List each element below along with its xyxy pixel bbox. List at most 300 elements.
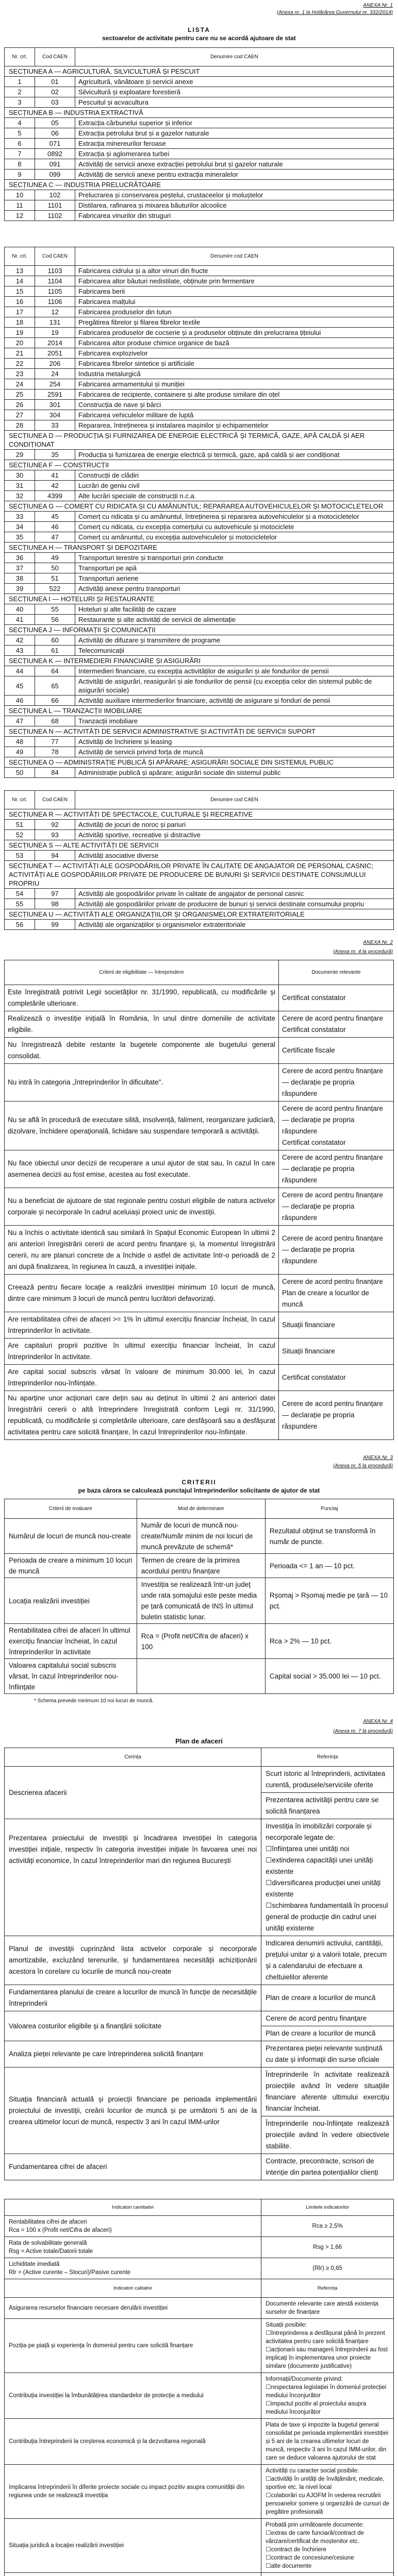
row-number: 55 — [5, 899, 35, 909]
criterion-text: Are rentabilitatea cifrei de afaceri >= 1% în ultimul exercițiu financiar încheiat, în cazul întreprinderilor în activitate. — [5, 1312, 279, 1338]
section-row — [5, 809, 394, 820]
caen-code: 2591 — [35, 389, 75, 400]
checkbox-item: ☐ diversificarea producției unei unități existente — [266, 1877, 389, 1900]
caen-code: 55 — [35, 604, 75, 615]
caen-code: 65 — [35, 676, 75, 696]
caen-name: Restaurante și alte activități de servicii de alimentație — [75, 615, 394, 625]
table-row — [5, 348, 394, 359]
caen-code: 071 — [35, 139, 75, 149]
row-number: 5 — [5, 128, 35, 139]
table-row — [5, 450, 394, 460]
reference-intro: Activități cu caracter social posibile: — [266, 2467, 389, 2475]
table-row — [5, 573, 394, 584]
reference-cell — [261, 1985, 394, 2011]
caen-code: 46 — [35, 522, 75, 532]
row-number: 53 — [5, 851, 35, 861]
row-number: 10 — [5, 190, 35, 200]
caen-table-3 — [4, 790, 394, 930]
reference-text: Prezentarea pieței relevante susținută cu date și informații din surse oficiale — [266, 2043, 389, 2065]
row-number: 16 — [5, 297, 35, 307]
table-row — [5, 87, 394, 97]
qual-indicator-name: Contribuția investiției la îmbunătățirea standardelor de protecție a mediului — [5, 2373, 261, 2419]
annex4-header — [4, 1718, 394, 1735]
table-row — [5, 2216, 394, 2237]
reference-intro: Informații/Documente privind: — [266, 2375, 389, 2383]
caen-name: Activități de servicii anexe pentru extracția mineralelor — [75, 170, 394, 180]
checkbox-item: ☐ schimbarea fundamentală în procesul general de producție din cadrul unei unități existente — [266, 1900, 389, 1934]
caen-code: 98 — [35, 899, 75, 909]
reference-intro: Probată prin următoarele documente: — [266, 2521, 389, 2529]
caen-code: 97 — [35, 889, 75, 899]
caen-name: Fabricarea produselor din tutun — [75, 307, 394, 317]
caen-code: 99 — [35, 920, 75, 930]
row-number: 40 — [5, 604, 35, 615]
criterion-text: Nu se află în procedură de executare silită, insolvență, faliment, reorganizare judiciară, dizolvare, închidere operațională, lichidare sau suspendare temporară a activității. — [5, 1101, 279, 1150]
table-row — [5, 2573, 394, 2576]
caen-code: 64 — [35, 666, 75, 676]
header-qual-reference: Referința — [261, 2279, 394, 2298]
table-row — [5, 666, 394, 676]
criterion-text: Are capitaluri proprii pozitive în ultimul exercițiu financiar încheiat, în cazul întreprinderilor în activitate. — [5, 1338, 279, 1365]
business-plan-table — [4, 1748, 394, 2180]
table-row — [5, 920, 394, 930]
documents-cell — [279, 1150, 394, 1188]
requirement-text: Prezentarea proiectului de investiții și încadrarea investiției în categoria investiției inițiale, respectiv în categoria investiției inițiale în favoarea unei noi activități economice, în cazul întreprinderilor mari din regiunea București — [5, 1819, 261, 1936]
annex2-ref: (Anexa nr. 4 la procedură) — [333, 949, 393, 955]
caen-name: Fabricarea fibrelor sintetice și artificiale — [75, 359, 394, 369]
header-qual-indicators: Indicatori calitativi — [5, 2279, 261, 2298]
table-row — [5, 1519, 394, 1554]
table-row — [5, 768, 394, 778]
checkbox-item: ☐ colaborări cu AJOFM în vederea recrutării persoanelor șomere și organizării de cursuri de pregătire profesională — [266, 2492, 389, 2516]
criterion-text: Nu aparține unor acționari care dețin sau au deținut în ultimii 2 ani anteriori datei înregistrării cererii o altă întreprindere înregistrată conform Legii nr. 31/1990, republicată, cu modificările și completările ulterioare, care desfășoară sau a desfășurat activitatea pentru care solicită finanțare, în cazul întreprinderilor nou-înființate. — [5, 1391, 279, 1440]
section-title: SECȚIUNEA N — ACTIVITĂȚI DE SERVICII ADMINISTRATIVE ȘI ACTIVITĂȚI DE SERVICII SUPORT — [5, 726, 394, 737]
indicator-cell — [5, 2237, 261, 2258]
section-row — [5, 706, 394, 716]
row-number: 33 — [5, 512, 35, 522]
qual-indicator-name — [5, 2573, 261, 2576]
caen-name: Fabricarea vehiculelor militare de luptă — [75, 410, 394, 420]
caen-code: 1102 — [35, 211, 75, 221]
row-number: 2 — [5, 87, 35, 97]
section-row — [5, 656, 394, 666]
table-row — [5, 2519, 394, 2573]
table-row — [5, 635, 394, 646]
table-row — [5, 584, 394, 594]
table-row — [5, 77, 394, 87]
section-title: SECȚIUNEA O — ADMINISTRAȚIE PUBLICĂ ȘI APĂRARE; ASIGURĂRI SOCIALE DIN SISTEMUL PUBLIC — [5, 757, 394, 768]
requirement-text: Situația financiară actuală și proiecții financiare pe perioada implementării proiectului de investiții, creării locurilor de muncă și pe următorii 5 ani de la crearea ultimelor locuri de muncă, respectiv 3 ani în cazul IMM-urilor — [5, 2067, 261, 2154]
row-number: 25 — [5, 389, 35, 400]
caen-code: 1106 — [35, 297, 75, 307]
row-number: 7 — [5, 149, 35, 159]
determination-method: Investiția se realizează într-un județ unde rata șomajului este peste media pe țară comunicată de INS în ultimul buletin statistic lunar. — [137, 1578, 265, 1624]
table-row — [5, 1150, 394, 1188]
caen-code: 1104 — [35, 276, 75, 286]
caen-name: Activități de difuzare și transmitere de programe — [75, 635, 394, 646]
table-row — [5, 1985, 394, 2011]
section-row — [5, 543, 394, 553]
table-row — [5, 2154, 394, 2180]
caen-name: Activități asociative diverse — [75, 851, 394, 861]
header-den: Denumire cod CAEN — [75, 247, 394, 266]
table-row — [5, 1064, 394, 1101]
section-title: SECȚIUNEA B — INDUSTRIA EXTRACTIVĂ — [5, 108, 394, 118]
qual-reference-cell — [261, 2519, 394, 2573]
table-row — [5, 1011, 394, 1038]
eval-criterion: Numărul de locuri de muncă nou-create — [5, 1519, 137, 1554]
row-number: 1 — [5, 77, 35, 87]
caen-name: Producția și furnizarea de energie electrică și termică, gaze, apă caldă și aer condiționat — [75, 450, 394, 460]
caen-name: Extracția cărbunelui superior și inferior — [75, 118, 394, 128]
criterion-text: Creează pentru fiecare locație a realizării investiției minimum 10 locuri de muncă, dintre care minimum 3 locuri de muncă pentru lucrători defavorizați. — [5, 1275, 279, 1312]
caen-code: 05 — [35, 118, 75, 128]
document-item: Certificat constatator — [282, 992, 390, 1004]
table-row — [5, 522, 394, 532]
indicator-limit: Rca ≥ 2,5% — [261, 2216, 394, 2237]
table-row — [5, 1391, 394, 1440]
annex1-label: ANEXA Nr. 1 — [363, 3, 393, 8]
caen-code: 19 — [35, 328, 75, 338]
qual-reference-cell — [261, 2298, 394, 2319]
caen-name: Repararea, întreținerea și instalarea mașinilor și echipamentelor — [75, 420, 394, 431]
caen-code: 77 — [35, 737, 75, 747]
reference-intro — [266, 2575, 389, 2576]
checkbox-item: ☐ respectarea legislației în domeniul protecției mediului înconjurător — [266, 2383, 389, 2400]
section-row — [5, 594, 394, 604]
reference-text: Contracte, precontracte, scrisori de intenție din partea potențialilor clienți — [266, 2156, 389, 2178]
caen-name: Construcția de nave și bărci — [75, 400, 394, 410]
annex3-header — [4, 1454, 394, 1470]
row-number: 37 — [5, 563, 35, 573]
table-row — [5, 1275, 394, 1312]
caen-code: 56 — [35, 615, 75, 625]
caen-name: Comerț cu ridicata și cu amănuntul, întreținerea și repararea autovehiculelor și a motocicletelor — [75, 512, 394, 522]
requirement-text: Planul de investiții cuprinzând lista activelor corporale și necorporale amortizabile, excluzând terenurile, și fundamentarea necesității achiziționării acestora în corelare cu locurile de muncă nou-create — [5, 1936, 261, 1985]
table-row — [5, 1819, 394, 1936]
qual-indicator-name: Asigurarea resurselor financiare necesare derulării investiției — [5, 2298, 261, 2319]
documents-cell — [279, 1365, 394, 1391]
caen-name: Silvicultură și exploatare forestieră — [75, 87, 394, 97]
row-number: 46 — [5, 696, 35, 706]
header-score: Punctaj — [265, 1499, 393, 1519]
table-row — [5, 2237, 394, 2258]
reference-cell — [261, 2041, 394, 2067]
row-number: 39 — [5, 584, 35, 594]
reference-text: Întreprinderile nou-înființate realizează proiecțiile având în vedere obiectivele stabilite. — [261, 2116, 394, 2154]
caen-code: 61 — [35, 646, 75, 656]
caen-code: 2051 — [35, 348, 75, 359]
row-number: 36 — [5, 553, 35, 563]
header-den: Denumire cod CAEN — [75, 791, 394, 809]
caen-name: Telecomunicații — [75, 646, 394, 656]
caen-name: Extracția minereurilor feroase — [75, 139, 394, 149]
score-rule: Perioada <= 1 an — 10 pct. — [265, 1554, 393, 1578]
section-row — [5, 501, 394, 512]
qual-reference-cell — [261, 2465, 394, 2519]
eval-criterion: Perioada de creare a minimum 10 locuri de muncă — [5, 1554, 137, 1578]
documents-cell — [279, 985, 394, 1011]
score-rule: Rșomaj > Rșomaj medie pe țară — 10 pct. — [265, 1578, 393, 1624]
document-item: Cerere de acord pentru finanțare — declarație pe propria răspundere — [282, 1103, 390, 1137]
caen-code: 1105 — [35, 286, 75, 297]
caen-code: 102 — [35, 190, 75, 200]
caen-code: 60 — [35, 635, 75, 646]
eligibility-table — [4, 960, 394, 1440]
caen-name: Fabricarea malțului — [75, 297, 394, 307]
row-number: 56 — [5, 920, 35, 930]
row-number: 45 — [5, 676, 35, 696]
caen-code: 304 — [35, 410, 75, 420]
table-row — [5, 1188, 394, 1226]
caen-code: 1101 — [35, 200, 75, 211]
qual-reference-cell — [261, 2373, 394, 2419]
table-row — [5, 553, 394, 563]
table-row — [5, 889, 394, 899]
row-number: 21 — [5, 348, 35, 359]
table-row — [5, 317, 394, 328]
annex1-title: LISTA — [4, 26, 394, 34]
reference-intro: Situații posibile: — [266, 2321, 389, 2329]
caen-name: Transporturi terestre și transporturi prin conducte — [75, 553, 394, 563]
reference-text: Cerere de acord pentru finanțare — [261, 2011, 394, 2026]
checkbox-item: ☐ contract de închiriere — [266, 2546, 389, 2554]
header-nr: Nr. crt. — [5, 48, 35, 66]
eval-criterion: Rentabilitatea cifrei de afaceri în ultimul exercițiu financiar încheiat, în cazul întreprinderilor în activitate — [5, 1624, 137, 1659]
documents-cell — [279, 1226, 394, 1275]
caen-name: Fabricarea cidrului și a altor vinuri din fructe — [75, 266, 394, 276]
reference-intro: Investiția în imobilizări corporale și necorporale legate de: — [266, 1821, 389, 1843]
caen-name: Activități de servicii anexe extracției petrolului brut și gazelor naturale — [75, 159, 394, 170]
table-row — [5, 379, 394, 389]
indicator-name: Rentabilitatea cifrei de afaceri — [9, 2218, 257, 2226]
qual-indicator-name: Implicarea întreprinderii în diferite proiecte sociale cu impact pozitiv asupra comunității din regiunea unde se realizează investiția — [5, 2465, 261, 2519]
criterion-text: Nu a închis o activitate identică sau similară în Spațiul Economic European în ultimii 2 ani anteriori înregistrării cererii de acord pentru finanțare și, la momentul înregistrării cererii, nu are planuri concrete de a închide o astfel de activitate într-o perioadă de 2 ani după finalizarea, în regiunea în cauză, a investiției inițiale. — [5, 1226, 279, 1275]
document-item: Cerere de acord pentru finanțare — [282, 1013, 390, 1024]
caen-code: 92 — [35, 820, 75, 830]
document-item: Certificate fiscale — [282, 1045, 390, 1056]
header-cod: Cod CAEN — [35, 791, 75, 809]
header-den: Denumire cod CAEN — [75, 48, 394, 66]
document-item: Situații financiare — [282, 1346, 390, 1357]
document-item: Cerere de acord pentru finanțare — declarație pe propria răspundere — [282, 1398, 390, 1432]
row-number: 35 — [5, 532, 35, 543]
table-row — [5, 97, 394, 108]
determination-method: Termen de creare de la primirea acordului pentru finanțare — [137, 1554, 265, 1578]
table-row — [5, 1659, 394, 1694]
caen-name: Activități de asigurări, reasigurări și ale fondurilor de pensii (cu excepția celor din sistemul public de asigurări sociale) — [75, 676, 394, 696]
table-row — [5, 400, 394, 410]
table-row — [5, 297, 394, 307]
row-number: 11 — [5, 200, 35, 211]
caen-name: Transporturi aeriene — [75, 573, 394, 584]
reference-cell — [261, 1936, 394, 1985]
caen-name: Distilarea, rafinarea și mixarea băuturilor alcoolice — [75, 200, 394, 211]
requirement-text: Descrierea afacerii — [5, 1767, 261, 1819]
row-number: 12 — [5, 211, 35, 221]
caen-name: Comerț cu ridicata, cu excepția comerțului cu autovehicule și motociclete — [75, 522, 394, 532]
table-row — [5, 1624, 394, 1659]
table-row — [5, 2258, 394, 2279]
section-row — [5, 108, 394, 118]
header-reference: Referința — [261, 1748, 394, 1767]
table-row — [5, 615, 394, 625]
criterion-text: Este înregistrată potrivit Legii societăților nr. 31/1990, republicată, cu modificările și completările ulterioare. — [5, 985, 279, 1011]
table-row — [5, 851, 394, 861]
document-item: Certificat constatator — [282, 1137, 390, 1148]
table-row — [5, 2067, 394, 2116]
row-number: 43 — [5, 646, 35, 656]
section-title: SECȚIUNEA I — HOTELURI ȘI RESTAURANTE — [5, 594, 394, 604]
table-row — [5, 747, 394, 757]
reference-text: Indicarea denumirii activului, cantității, prețului unitar și a valorii totale, precum și a calendarului de efectuare a cheltuielilor aferente — [266, 1938, 389, 1983]
indicator-limit: Rsg > 1,66 — [261, 2237, 394, 2258]
table-row — [5, 830, 394, 840]
qual-indicator-name: Situația juridică a locației realizării investiției — [5, 2519, 261, 2573]
row-number: 32 — [5, 491, 35, 501]
caen-name: Pescuitul și acvacultura — [75, 97, 394, 108]
table-row — [5, 2011, 394, 2026]
quant-header — [5, 2199, 394, 2216]
caen-name: Fabricarea vinurilor din struguri — [75, 211, 394, 221]
annex1-header — [4, 0, 394, 16]
row-number: 9 — [5, 170, 35, 180]
scoring-header — [5, 1499, 394, 1519]
caen-name: Fabricarea altor băuturi nedistilate, obținute prin fermentare — [75, 276, 394, 286]
table-row — [5, 820, 394, 830]
table-row — [5, 2298, 394, 2319]
caen-name: Alte lucrări speciale de construcții n.c.a. — [75, 491, 394, 501]
determination-method: Rca = (Profit net/Cifra de afaceri) x 100 — [137, 1624, 265, 1659]
document-item: Cerere de acord pentru finanțare — declarație pe propria răspundere — [282, 1233, 390, 1267]
requirement-text: Fundamentarea cifrei de afaceri — [5, 2154, 261, 2180]
table-row — [5, 139, 394, 149]
row-number: 47 — [5, 716, 35, 726]
caen-code: 254 — [35, 379, 75, 389]
table-row — [5, 420, 394, 431]
section-title: SECȚIUNEA D — PRODUCȚIA ȘI FURNIZAREA DE ENERGIE ELECTRICĂ ȘI TERMICĂ, GAZE, APĂ CALDĂ ȘI AER CONDIȚIONAT — [5, 431, 394, 450]
section-row — [5, 625, 394, 635]
caen-name: Extracția și aglomerarea turbei — [75, 149, 394, 159]
section-row — [5, 726, 394, 737]
scoring-table — [4, 1499, 394, 1694]
caen-name: Activități ale gospodăriilor private de producere de bunuri și servicii destinate consumului propriu — [75, 899, 394, 909]
table-row — [5, 2319, 394, 2373]
caen-name: Activități auxiliare intermedierilor financiare, activități de asigurare și fonduri de pensii — [75, 696, 394, 706]
row-number: 28 — [5, 420, 35, 431]
caen-code: 131 — [35, 317, 75, 328]
caen-code: 41 — [35, 470, 75, 481]
section-title: SECȚIUNEA F — CONSTRUCȚII — [5, 460, 394, 470]
caen-code: 93 — [35, 830, 75, 840]
caen-table-header — [5, 247, 394, 266]
score-rule: Rezultatul obținut se transformă în număr de puncte. — [265, 1519, 393, 1554]
reference-cell — [261, 1819, 394, 1936]
caen-code: 24 — [35, 369, 75, 379]
document-item: Certificat constatator — [282, 1372, 390, 1383]
indicator-cell — [5, 2216, 261, 2237]
document-item: Plan de creare a locurilor de muncă — [282, 1287, 390, 1310]
table-row — [5, 646, 394, 656]
caen-table-header — [5, 791, 394, 809]
section-title: SECȚIUNEA C — INDUSTRIA PRELUCRĂTOARE — [5, 180, 394, 190]
documents-cell — [279, 1275, 394, 1312]
caen-code: 94 — [35, 851, 75, 861]
indicators-table — [4, 2199, 394, 2576]
caen-code: 35 — [35, 450, 75, 460]
documents-cell — [279, 1101, 394, 1150]
header-documents: Documente relevante — [279, 960, 394, 985]
requirement-text: Fundamentarea planului de creare a locurilor de muncă în funcție de necesitățile întreprinderii — [5, 1985, 261, 2011]
table-row — [5, 359, 394, 369]
caen-code: 206 — [35, 359, 75, 369]
caen-code: 301 — [35, 400, 75, 410]
annex2-label: ANEXA Nr. 2 — [363, 940, 393, 945]
table-row — [5, 1936, 394, 1985]
header-nr: Nr. crt. — [5, 791, 35, 809]
table-row — [5, 2373, 394, 2419]
caen-name: Agricultură, vânătoare și servicii anexe — [75, 77, 394, 87]
table-row — [5, 470, 394, 481]
table-row — [5, 2419, 394, 2465]
table-row — [5, 118, 394, 128]
caen-name: Extracția petrolului brut și a gazelor naturale — [75, 128, 394, 139]
checkbox-item: ☐ alte documente — [266, 2562, 389, 2570]
caen-name: Administrație publică și apărare; asigurări sociale din sistemul public — [75, 768, 394, 778]
caen-code: 06 — [35, 128, 75, 139]
row-number: 49 — [5, 747, 35, 757]
table-row — [5, 276, 394, 286]
documents-cell — [279, 1064, 394, 1101]
section-row — [5, 460, 394, 470]
caen-code: 42 — [35, 481, 75, 491]
row-number: 4 — [5, 118, 35, 128]
qual-indicator-name: Poziția pe piață și experiența în domeniul pentru care solicită finanțare — [5, 2319, 261, 2373]
caen-code: 099 — [35, 170, 75, 180]
table-row — [5, 200, 394, 211]
header-requirement: Cerința — [5, 1748, 261, 1767]
row-number: 26 — [5, 400, 35, 410]
caen-name: Activități ale organizațiilor și organismelor extrateritoriale — [75, 920, 394, 930]
document-item: Cerere de acord pentru finanțare — declarație pe propria răspundere — [282, 1190, 390, 1224]
documents-cell — [279, 1038, 394, 1064]
annex3-label: ANEXA Nr. 3 — [363, 1455, 393, 1461]
row-number: 13 — [5, 266, 35, 276]
caen-name: Fabricarea de recipiente, containere și alte produse similare din oțel — [75, 389, 394, 400]
table-row — [5, 1101, 394, 1150]
table-row — [5, 369, 394, 379]
document-item: Cerere de acord pentru finanțare — declarație pe propria răspundere — [282, 1065, 390, 1099]
qual-reference-cell — [261, 2319, 394, 2373]
section-title: SECȚIUNEA K — INTERMEDIERI FINANCIARE ȘI ASIGURĂRI — [5, 656, 394, 666]
row-number: 51 — [5, 820, 35, 830]
eligibility-header — [5, 960, 394, 985]
row-number: 22 — [5, 359, 35, 369]
row-number: 44 — [5, 666, 35, 676]
annex3-title: CRITERII — [4, 1478, 394, 1486]
checkbox-item: ☐ activități în unități de învățământ, medicale, sportive etc. la nivel local — [266, 2475, 389, 2492]
caen-code: 68 — [35, 716, 75, 726]
caen-code: 66 — [35, 696, 75, 706]
caen-name: Activități sportive, recreative și distractive — [75, 830, 394, 840]
header-cod: Cod CAEN — [35, 247, 75, 266]
row-number: 19 — [5, 328, 35, 338]
section-title: SECȚIUNEA R — ACTIVITĂȚI DE SPECTACOLE, CULTURALE ȘI RECREATIVE — [5, 809, 394, 820]
qual-reference-cell — [261, 2573, 394, 2576]
caen-code: 47 — [35, 532, 75, 543]
table-row — [5, 211, 394, 221]
caen-code: 33 — [35, 420, 75, 431]
